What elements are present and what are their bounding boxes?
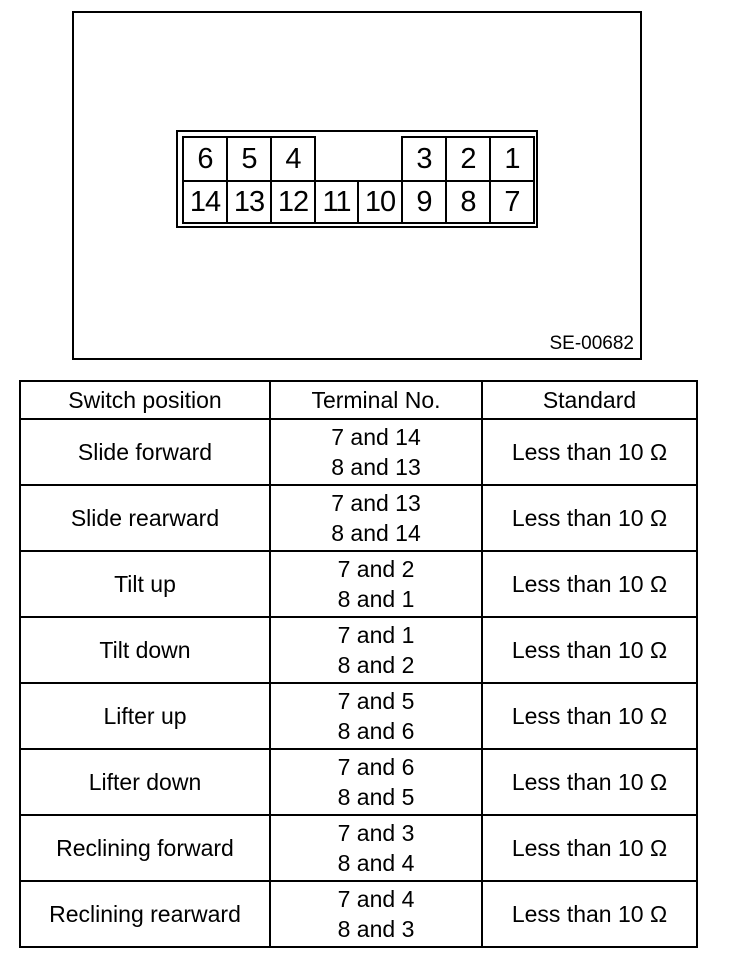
standard-cell: Less than 10 Ω <box>482 617 697 683</box>
terminal-pair: 7 and 6 <box>337 754 415 780</box>
switch-position-cell: Reclining forward <box>20 815 270 881</box>
inspection-table <box>19 380 698 948</box>
terminal-cell <box>270 617 482 683</box>
table-header-row <box>20 381 697 419</box>
terminal-cell <box>270 815 482 881</box>
terminal-pair: 8 and 6 <box>337 718 415 744</box>
terminal-pair: 7 and 2 <box>337 556 415 582</box>
switch-position-cell: Reclining rearward <box>20 881 270 947</box>
connector-pin: 4 <box>270 136 316 182</box>
header-standard: Standard <box>482 381 697 419</box>
terminal-cell <box>270 881 482 947</box>
terminal-cell <box>270 485 482 551</box>
terminal-pair: 8 and 2 <box>337 652 415 678</box>
header-terminal-no: Terminal No. <box>270 381 482 419</box>
terminal-pair: 8 and 1 <box>337 586 415 612</box>
table-row <box>20 551 697 617</box>
diagram-code: SE-00682 <box>549 333 634 354</box>
header-switch-position: Switch position <box>20 381 270 419</box>
standard-cell: Less than 10 Ω <box>482 683 697 749</box>
table-row <box>20 485 697 551</box>
connector-pin: 2 <box>445 136 491 182</box>
table-row <box>20 881 697 947</box>
standard-cell: Less than 10 Ω <box>482 551 697 617</box>
table-row <box>20 749 697 815</box>
terminal-pair: 7 and 5 <box>337 688 415 714</box>
connector-pin: 9 <box>401 180 447 224</box>
terminal-cell <box>270 419 482 485</box>
terminal-pair: 8 and 5 <box>337 784 415 810</box>
standard-cell: Less than 10 Ω <box>482 815 697 881</box>
terminal-pair: 7 and 1 <box>337 622 415 648</box>
terminal-pair: 7 and 3 <box>337 820 415 846</box>
switch-position-cell: Slide forward <box>20 419 270 485</box>
terminal-cell <box>270 683 482 749</box>
connector-pin: 11 <box>314 180 359 224</box>
connector-pin: 12 <box>270 180 316 224</box>
standard-cell: Less than 10 Ω <box>482 419 697 485</box>
terminal-pair: 7 and 14 <box>331 424 421 450</box>
switch-position-cell: Tilt down <box>20 617 270 683</box>
terminal-pair: 7 and 4 <box>337 886 415 912</box>
terminal-pair: 8 and 14 <box>331 520 421 546</box>
terminal-cell <box>270 749 482 815</box>
switch-position-cell: Lifter up <box>20 683 270 749</box>
switch-position-cell: Tilt up <box>20 551 270 617</box>
connector-pin: 1 <box>489 136 535 182</box>
connector-pin: 10 <box>357 180 403 224</box>
connector-pin: 6 <box>182 136 228 182</box>
table-row <box>20 617 697 683</box>
table-row <box>20 815 697 881</box>
switch-position-cell: Slide rearward <box>20 485 270 551</box>
connector-pin: 3 <box>401 136 447 182</box>
standard-cell: Less than 10 Ω <box>482 485 697 551</box>
connector-pin: 8 <box>445 180 491 224</box>
standard-cell: Less than 10 Ω <box>482 749 697 815</box>
terminal-pair: 8 and 3 <box>337 916 415 942</box>
terminal-cell <box>270 551 482 617</box>
terminal-pair: 8 and 4 <box>337 850 415 876</box>
connector-outline <box>176 130 538 228</box>
connector-pin: 13 <box>226 180 272 224</box>
table-row <box>20 683 697 749</box>
terminal-pair: 8 and 13 <box>331 454 421 480</box>
connector-pin: 7 <box>489 180 535 224</box>
table-row <box>20 419 697 485</box>
standard-cell: Less than 10 Ω <box>482 881 697 947</box>
connector-pin: 14 <box>182 180 228 224</box>
switch-position-cell: Lifter down <box>20 749 270 815</box>
terminal-pair: 7 and 13 <box>331 490 421 516</box>
connector-diagram <box>72 11 642 360</box>
connector-pin: 5 <box>226 136 272 182</box>
